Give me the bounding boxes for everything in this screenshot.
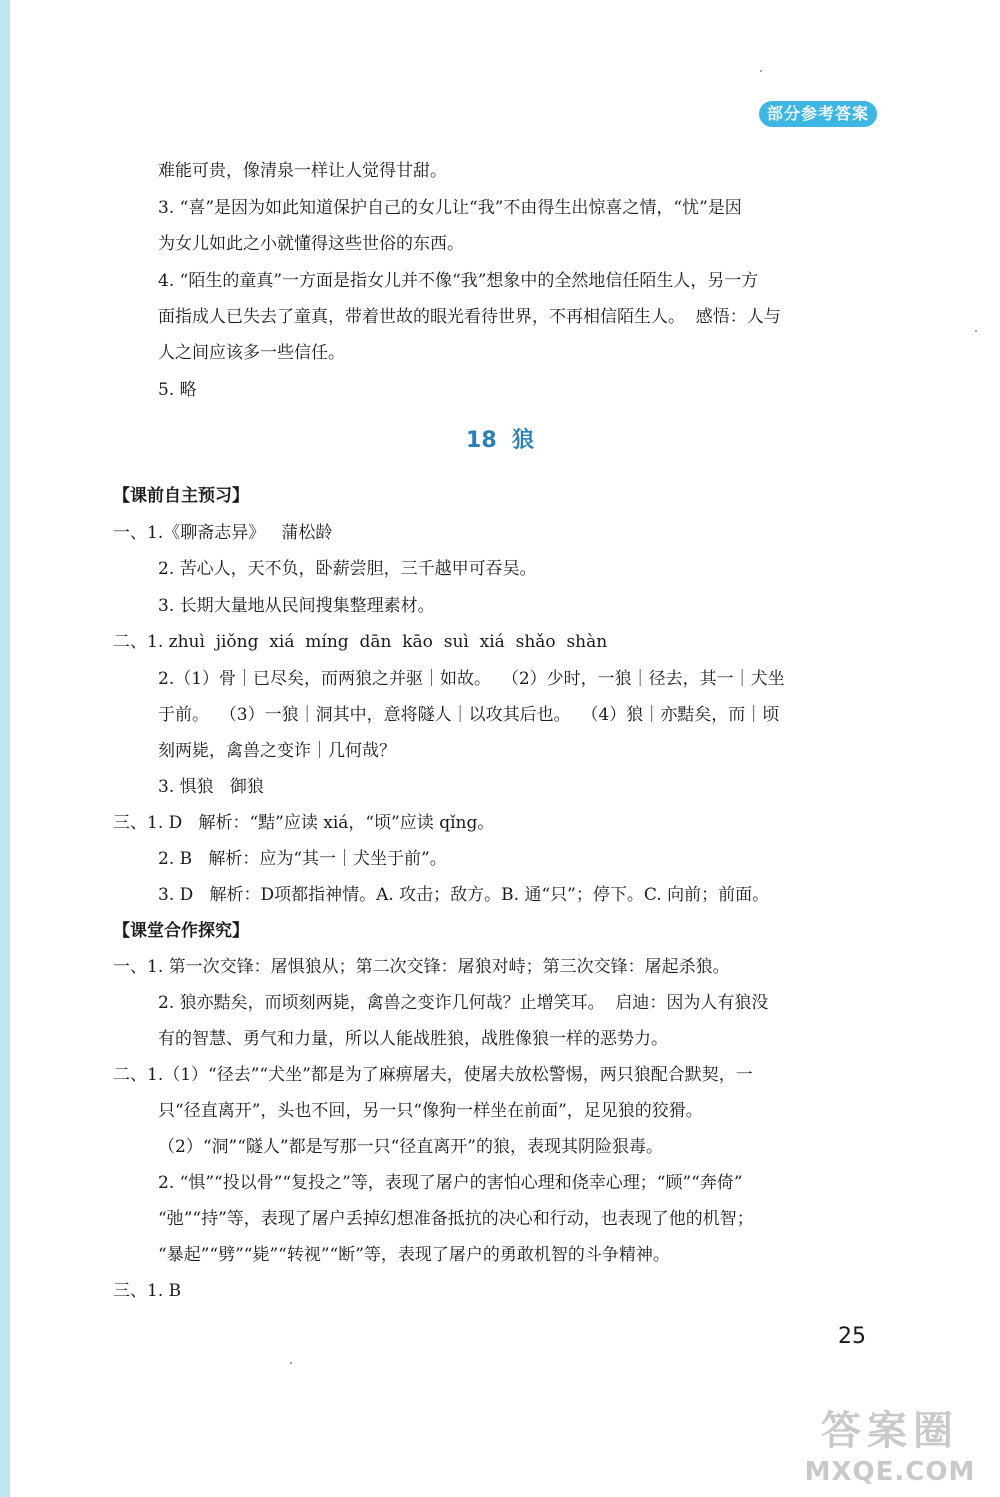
intro-line: 4. “陌生的童真”一方面是指女儿并不像“我”想象中的全然地信任陌生人，另一方 (158, 271, 759, 291)
scan-speck (290, 1362, 292, 1364)
left-margin-bar (0, 0, 10, 1497)
answer-line: 一、1. 第一次交锋：屠惧狼从；第二次交锋：屠狼对峙；第三次交锋：屠起杀狼。 (113, 957, 730, 977)
scan-speck (760, 70, 762, 72)
watermark-top-text: 答案圈 (821, 1408, 959, 1454)
answer-line: 3. 惧狼 御狼 (158, 777, 264, 797)
scan-speck (975, 330, 977, 332)
answer-line: 2. 狼亦黠矣，而顷刻两毙，禽兽之变诈几何哉？止增笑耳。 启迪：因为人有狼没 (158, 993, 769, 1013)
answer-line: 2.（1）骨｜已尽矣，而两狼之并驱｜如故。 （2）少时，一狼｜径去，其一｜犬坐 (158, 669, 785, 689)
lesson-title: 18 狼 (466, 428, 534, 453)
answer-line: 有的智慧、勇气和力量，所以人能战胜狼，战胜像狼一样的恶势力。 (158, 1029, 668, 1049)
section-badge: 部分参考答案 (759, 101, 877, 127)
answer-line: 3. 长期大量地从民间搜集整理素材。 (158, 596, 435, 616)
answer-line: 3. D 解析：D项都指神情。A. 攻击；敌方。B. 通“只”；停下。C. 向前；前面。 (158, 885, 770, 905)
section-heading-preview: 【课前自主预习】 (113, 486, 249, 506)
intro-line: 难能可贵，像清泉一样让人觉得甘甜。 (158, 161, 447, 181)
answer-line: 2. B 解析：应为“其一｜犬坐于前”。 (158, 849, 447, 869)
answer-line: 一、1.《聊斋志异》 蒲松龄 (113, 523, 333, 543)
answer-line: 三、1. B (113, 1281, 182, 1301)
intro-line: 3. “喜”是因为如此知道保护自己的女儿让“我”不由得生出惊喜之情，“忧”是因 (158, 198, 742, 218)
intro-line: 为女儿如此之小就懂得这些世俗的东西。 (158, 234, 464, 254)
answer-line: 刻两毙，禽兽之变诈｜几何哉？ (158, 741, 396, 761)
answer-line: “弛”“持”等，表现了屠户丢掉幻想准备抵抗的决心和行动，也表现了他的机智； (158, 1209, 754, 1229)
answer-line: 三、1. D 解析：“黠”应读 xiá，“顷”应读 qǐng。 (113, 813, 495, 833)
answer-line: 二、1. zhuì jiǒng xiá míng dān kāo suì xiá shǎo shàn (113, 632, 608, 652)
section-heading-explore: 【课堂合作探究】 (113, 921, 249, 941)
answer-line: 2. “惧”“投以骨”“复投之”等，表现了屠户的害怕心理和侥幸心理；“顾”“奔倚” (158, 1173, 743, 1193)
intro-line: 人之间应该多一些信任。 (158, 343, 345, 363)
answer-line: 只“径直离开”，头也不回，另一只“像狗一样坐在前面”，足见狼的狡猾。 (158, 1101, 703, 1121)
page-number: 25 (838, 1324, 866, 1349)
watermark-logo (790, 1405, 990, 1493)
answer-line: 二、1.（1）“径去”“犬坐”都是为了麻痹屠夫，使屠夫放松警惕，两只狼配合默契，一 (113, 1065, 753, 1085)
answer-line: “暴起”“劈”“毙”“转视”“断”等，表现了屠户的勇敢机智的斗争精神。 (158, 1245, 670, 1265)
answer-line: （2）“洞”“隧人”都是写那一只“径直离开”的狼，表现其阴险狠毒。 (158, 1137, 663, 1157)
answer-line: 于前。 （3）一狼｜洞其中，意将隧人｜以攻其后也。 （4）狼｜亦黠矣，而｜顷 (158, 705, 780, 725)
watermark-bottom-text: MXQE.COM (804, 1457, 976, 1487)
answer-line: 2. 苦心人，天不负，卧薪尝胆，三千越甲可吞吴。 (158, 559, 537, 579)
intro-line: 面指成人已失去了童真，带着世故的眼光看待世界，不再相信陌生人。 感悟：人与 (158, 307, 781, 327)
intro-line: 5. 略 (158, 380, 197, 400)
